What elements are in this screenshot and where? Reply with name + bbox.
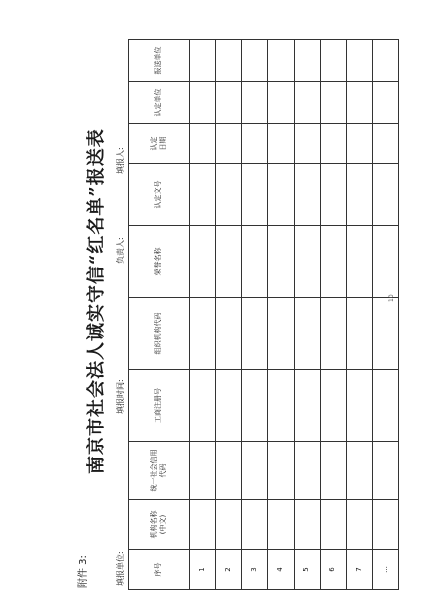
table-cell (242, 298, 268, 370)
table-cell (190, 124, 216, 164)
table-cell (242, 164, 268, 226)
table-cell (294, 298, 320, 370)
table-cell (190, 298, 216, 370)
table-cell (216, 124, 242, 164)
table-cell (216, 40, 242, 82)
table-cell (320, 298, 346, 370)
table-cell (294, 442, 320, 500)
table-cell (242, 442, 268, 500)
filler-label: 填报人: (116, 147, 125, 174)
table-cell (216, 500, 242, 550)
table-cell (216, 164, 242, 226)
table-cell (190, 226, 216, 298)
table-cell (216, 370, 242, 442)
table-cell (372, 442, 398, 500)
table-row (216, 40, 242, 590)
table-cell (372, 124, 398, 164)
row-number: 1 (190, 550, 216, 590)
table-cell (346, 370, 372, 442)
table-cell (346, 82, 372, 124)
table-cell (268, 370, 294, 442)
table-cell (346, 40, 372, 82)
table-cell (294, 40, 320, 82)
table-cell (242, 124, 268, 164)
table-cell (294, 164, 320, 226)
table-cell (320, 164, 346, 226)
table-cell (372, 500, 398, 550)
header-credit-code: 统一社会信用 代码 (129, 442, 190, 500)
table-cell (216, 298, 242, 370)
table-row (372, 40, 398, 590)
header-certifying-unit: 认定单位 (129, 82, 190, 124)
page-title: 南京市社会法人诚实守信“红名单”报送表 (86, 128, 107, 474)
table-cell (190, 500, 216, 550)
table-cell (346, 442, 372, 500)
table-cell (190, 40, 216, 82)
table-cell (242, 40, 268, 82)
table-cell (268, 500, 294, 550)
table-cell (372, 82, 398, 124)
table-cell (242, 82, 268, 124)
table-cell (372, 226, 398, 298)
row-number: 7 (346, 550, 372, 590)
table-cell (320, 500, 346, 550)
table-cell (242, 500, 268, 550)
table-cell (268, 226, 294, 298)
header-date: 认定 日期 (129, 124, 190, 164)
row-number: 6 (320, 550, 346, 590)
table-row (268, 40, 294, 590)
table-cell (190, 442, 216, 500)
table-cell (372, 164, 398, 226)
attachment-label: 附件 3: (78, 555, 89, 588)
table-cell (346, 164, 372, 226)
reporting-unit-label: 填报单位: (116, 551, 125, 586)
reporting-time-label: 填报时间: (116, 379, 125, 414)
table-cell (294, 500, 320, 550)
page-number: 10 (388, 294, 395, 302)
header-honor-name: 荣誉名称 (129, 226, 190, 298)
table-row (242, 40, 268, 590)
table-cell (346, 298, 372, 370)
row-number: 4 (268, 550, 294, 590)
table-cell (320, 226, 346, 298)
table-cell (216, 226, 242, 298)
header-business-reg: 工商注册号 (129, 370, 190, 442)
table-row (294, 40, 320, 590)
table-cell (346, 124, 372, 164)
table-cell (190, 82, 216, 124)
row-number: 2 (216, 550, 242, 590)
header-org-name: 机构名称 (中文) (129, 500, 190, 550)
table-cell (268, 298, 294, 370)
table-header-row (129, 40, 190, 590)
table-row (320, 40, 346, 590)
table-cell (216, 82, 242, 124)
row-number: 5 (294, 550, 320, 590)
responsible-person-label: 负责人: (116, 237, 125, 264)
header-org-code: 组织机构代码 (129, 298, 190, 370)
row-number: ... (372, 550, 398, 590)
table-cell (294, 82, 320, 124)
table-cell (294, 124, 320, 164)
table-cell (268, 442, 294, 500)
table-cell (372, 298, 398, 370)
table-cell (190, 370, 216, 442)
table-cell (242, 370, 268, 442)
table-cell (320, 82, 346, 124)
table-cell (268, 164, 294, 226)
table-cell (346, 226, 372, 298)
table-cell (320, 124, 346, 164)
table-cell (372, 370, 398, 442)
table-cell (294, 370, 320, 442)
table-cell (372, 40, 398, 82)
report-table (128, 39, 399, 590)
table-row (190, 40, 216, 590)
table-cell (294, 226, 320, 298)
header-doc-no: 认定文号 (129, 164, 190, 226)
header-submitting-unit: 报送单位 (129, 40, 190, 82)
table-cell (320, 370, 346, 442)
table-cell (346, 500, 372, 550)
header-seq: 序号 (129, 550, 190, 590)
table-cell (320, 442, 346, 500)
table-cell (216, 442, 242, 500)
table-cell (268, 82, 294, 124)
table-row (346, 40, 372, 590)
table-cell (320, 40, 346, 82)
row-number: 3 (242, 550, 268, 590)
table-cell (190, 164, 216, 226)
table-cell (242, 226, 268, 298)
table-cell (268, 40, 294, 82)
table-cell (268, 124, 294, 164)
